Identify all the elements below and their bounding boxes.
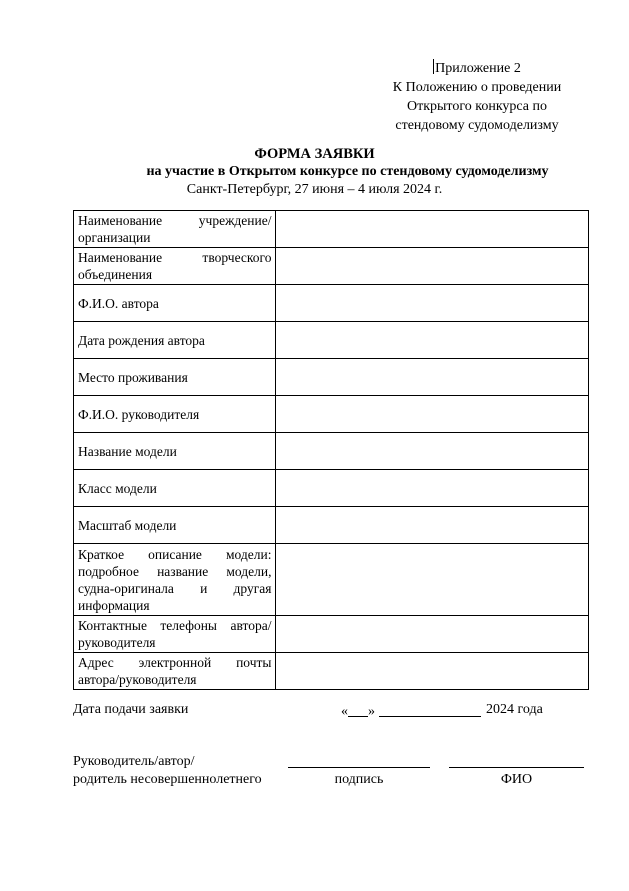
row-value-field[interactable] (276, 211, 589, 248)
submission-date-label: Дата подачи заявки (73, 702, 189, 717)
table-row (74, 285, 589, 322)
annex-line-2: К Положению о проведении (392, 80, 562, 95)
row-value-field[interactable] (276, 248, 589, 285)
submission-date-row (73, 702, 573, 722)
row-value-field[interactable] (276, 507, 589, 544)
row-label: Наименование учреждение/организации (74, 211, 276, 248)
annex-line-4: стендовому судомоделизму (395, 118, 559, 133)
table-row (74, 616, 589, 653)
name-caption: ФИО (500, 772, 533, 787)
signer-role-line-1: Руководитель/автор/ (73, 754, 195, 769)
table-row (74, 248, 589, 285)
table-row (74, 396, 589, 433)
table-row (74, 507, 589, 544)
signer-role-line-2: родитель несовершеннолетнего (73, 772, 262, 787)
signature-line[interactable] (288, 767, 430, 768)
open-quote: « (341, 704, 348, 719)
row-label: Название модели (74, 433, 276, 470)
table-row (74, 544, 589, 616)
form-place-date: Санкт-Петербург, 27 июня – 4 июля 2024 г. (186, 182, 443, 197)
submission-date-fields (341, 702, 481, 720)
annex-line-3: Открытого конкурса по (406, 99, 548, 114)
row-value-field[interactable] (276, 616, 589, 653)
table-row (74, 211, 589, 248)
row-value-field[interactable] (276, 359, 589, 396)
row-label: Контактные телефоны автора/руководителя (74, 616, 276, 653)
row-value-field[interactable] (276, 470, 589, 507)
signature-caption: подпись (334, 772, 384, 787)
annex-line-1: Приложение 2 (435, 61, 521, 76)
table-row (74, 359, 589, 396)
name-line[interactable] (449, 767, 584, 768)
month-blank[interactable] (379, 702, 481, 717)
row-label: Место проживания (74, 359, 276, 396)
form-title: ФОРМА ЗАЯВКИ (254, 146, 375, 162)
table-row (74, 653, 589, 690)
row-value-field[interactable] (276, 653, 589, 690)
row-label: Класс модели (74, 470, 276, 507)
row-label: Адрес электронной почты автора/руководителя (74, 653, 276, 690)
form-subtitle: на участие в Открытом конкурсе по стендовому судомоделизму (146, 164, 549, 179)
submission-year: 2024 года (486, 702, 543, 717)
annex-header (377, 59, 577, 135)
row-label: Наименование творческого объединения (74, 248, 276, 285)
application-form-table (73, 210, 589, 690)
row-label: Ф.И.О. автора (74, 285, 276, 322)
row-label: Масштаб модели (74, 507, 276, 544)
row-value-field[interactable] (276, 544, 589, 616)
signer-role (73, 753, 293, 789)
row-label: Краткое описание модели: подробное название модели, судна-оригинала и другая информация (74, 544, 276, 616)
day-blank[interactable] (348, 702, 368, 717)
row-value-field[interactable] (276, 285, 589, 322)
table-row (74, 433, 589, 470)
close-quote: » (368, 704, 375, 719)
row-value-field[interactable] (276, 433, 589, 470)
row-label: Ф.И.О. руководителя (74, 396, 276, 433)
row-value-field[interactable] (276, 396, 589, 433)
table-row (74, 322, 589, 359)
row-value-field[interactable] (276, 322, 589, 359)
table-row (74, 470, 589, 507)
row-label: Дата рождения автора (74, 322, 276, 359)
form-heading (0, 145, 629, 198)
